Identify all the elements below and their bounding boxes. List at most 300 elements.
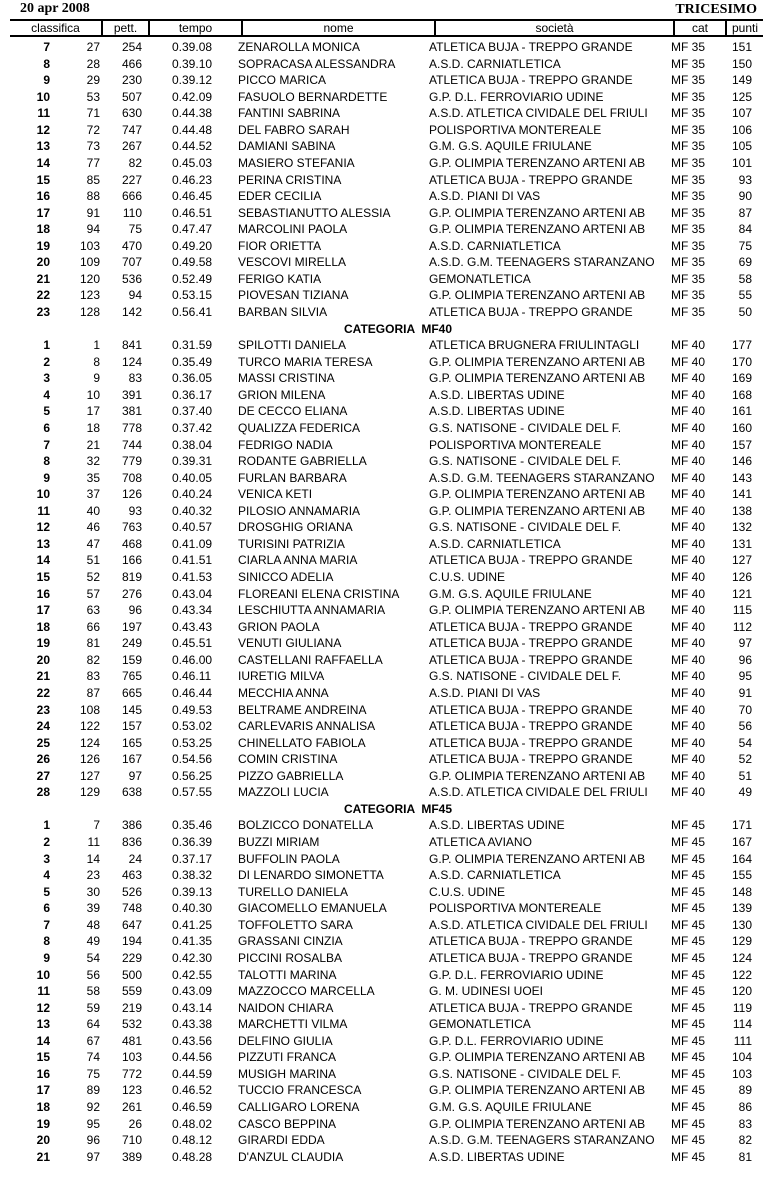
overall-position-cell: 109 [79,255,100,270]
rank-cell: 6 [43,901,50,916]
table-row [0,718,767,735]
bib-number-cell: 219 [121,1000,142,1015]
club-cell: POLISPORTIVA MONTEREALE [429,122,602,137]
bib-number-cell: 707 [121,255,142,270]
points-cell: 131 [731,536,752,551]
bib-number-cell: 93 [128,503,142,518]
rank-cell: 17 [36,205,50,220]
overall-position-cell: 94 [86,222,100,237]
points-cell: 127 [731,553,752,568]
bib-number-cell: 110 [122,205,142,220]
bib-number-cell: 526 [121,884,142,899]
category-cell: MF 35 [671,255,706,270]
club-cell: G.S. NATISONE - CIVIDALE DEL F. [429,454,622,469]
rank-cell: 22 [36,685,50,700]
table-row [0,1099,767,1116]
points-cell: 114 [732,1017,752,1032]
category-cell: MF 35 [671,106,706,121]
time-cell: 0.53.02 [172,719,213,734]
club-cell: POLISPORTIVA MONTEREALE [429,901,602,916]
time-cell: 0.40.24 [172,487,213,502]
table-row [0,188,767,205]
points-cell: 89 [738,1083,752,1098]
club-cell: G.P. OLIMPIA TERENZANO ARTENI AB [429,1050,646,1065]
athlete-name-cell: PIZZO GABRIELLA [238,768,344,783]
category-cell: MF 45 [671,950,706,965]
overall-position-cell: 29 [86,73,100,88]
bib-number-cell: 559 [121,984,142,999]
overall-position-cell: 40 [86,503,100,518]
club-cell: ATLETICA BRUGNERA FRIULINTAGLI [429,338,640,353]
bib-number-cell: 75 [128,222,142,237]
bib-number-cell: 748 [121,901,142,916]
bib-number-cell: 230 [121,73,142,88]
club-cell: G.P. OLIMPIA TERENZANO ARTENI AB [429,503,646,518]
points-cell: 91 [738,685,752,700]
points-cell: 95 [738,669,752,684]
points-cell: 149 [731,73,752,88]
time-cell: 0.31.59 [172,338,213,353]
bib-number-cell: 227 [121,172,142,187]
time-cell: 0.53.25 [172,735,213,750]
rank-cell: 13 [36,1017,50,1032]
points-cell: 141 [731,487,752,502]
overall-position-cell: 51 [86,553,100,568]
points-cell: 130 [731,917,752,932]
club-cell: A.S.D. CARNIATLETICA [429,238,561,253]
overall-position-cell: 72 [86,122,100,137]
bib-number-cell: 468 [121,536,142,551]
overall-position-cell: 127 [79,768,100,783]
table-row [0,851,767,868]
table-row [0,1000,767,1017]
table-row [0,1049,767,1066]
bib-number-cell: 500 [121,967,142,982]
bib-number-cell: 142 [121,305,142,319]
points-cell: 81 [738,1149,752,1164]
club-cell: A.S.D. ATLETICA CIVIDALE DEL FRIULI [429,106,648,121]
bib-number-cell: 841 [121,338,142,353]
rank-cell: 27 [36,768,50,783]
points-cell: 86 [738,1100,752,1114]
table-row [0,933,767,950]
page-header [0,0,767,18]
overall-position-cell: 96 [86,1133,100,1148]
overall-position-cell: 73 [86,139,100,154]
category-cell: MF 40 [671,404,706,419]
rank-cell: 2 [43,835,50,849]
category-cell: MF 35 [671,172,706,187]
club-cell: G.M. G.S. AQUILE FRIULANE [429,1100,592,1114]
time-cell: 0.46.52 [172,1083,213,1098]
time-cell: 0.40.05 [172,470,213,485]
points-cell: 160 [731,420,752,435]
overall-position-cell: 66 [86,619,100,634]
overall-position-cell: 11 [87,835,100,849]
athlete-name-cell: TURCO MARIA TERESA [238,354,373,369]
rank-cell: 20 [36,1133,50,1148]
overall-position-cell: 53 [86,89,100,104]
club-cell: A.S.D. CARNIATLETICA [429,536,561,551]
category-cell: MF 40 [671,652,706,667]
athlete-name-cell: GIRARDI EDDA [238,1133,325,1148]
athlete-name-cell: PICCINI ROSALBA [238,950,343,965]
points-cell: 83 [738,1116,752,1131]
time-cell: 0.39.13 [172,884,213,899]
athlete-name-cell: BUZZI MIRIAM [238,835,320,849]
time-cell: 0.43.14 [172,1000,213,1015]
overall-position-cell: 8 [93,354,100,369]
overall-position-cell: 95 [86,1116,100,1131]
points-cell: 150 [731,56,752,71]
rank-cell: 15 [36,172,50,187]
athlete-name-cell: PILOSIO ANNAMARIA [238,503,361,518]
time-cell: 0.52.49 [172,271,213,286]
header-tempo: tempo [150,21,241,35]
category-cell: MF 40 [671,437,706,452]
table-row [0,470,767,487]
rank-cell: 19 [36,636,50,651]
club-cell: G.P. OLIMPIA TERENZANO ARTENI AB [429,851,646,866]
athlete-name-cell: PICCO MARICA [238,73,327,88]
category-cell: MF 45 [671,1066,706,1081]
rank-cell: 25 [36,735,50,750]
points-cell: 157 [731,437,752,452]
category-heading [0,321,767,338]
table-row [0,784,767,801]
table-row [0,552,767,569]
athlete-name-cell: IURETIG MILVA [238,669,325,684]
overall-position-cell: 17 [86,404,100,419]
rank-cell: 9 [43,73,50,88]
rank-cell: 7 [43,917,50,932]
bib-number-cell: 463 [121,868,142,883]
time-cell: 0.46.44 [172,685,213,700]
club-cell: G.P. OLIMPIA TERENZANO ARTENI AB [429,487,646,502]
time-cell: 0.39.10 [172,56,213,71]
club-cell: ATLETICA BUJA - TREPPO GRANDE [429,950,633,965]
overall-position-cell: 75 [86,1066,100,1081]
rank-cell: 18 [36,222,50,237]
club-cell: GEMONATLETICA [429,271,531,286]
bib-number-cell: 744 [121,437,142,452]
category-cell: MF 40 [671,338,706,353]
overall-position-cell: 57 [86,586,100,601]
time-cell: 0.43.09 [172,984,213,999]
overall-position-cell: 123 [79,288,100,303]
points-cell: 69 [738,255,752,270]
club-cell: A.S.D. G.M. TEENAGERS STARANZANO [429,1133,655,1148]
category-heading [0,801,767,818]
category-cell: MF 35 [671,189,706,204]
overall-position-cell: 21 [86,437,100,452]
time-cell: 0.37.40 [172,404,213,419]
rank-cell: 6 [43,420,50,435]
category-cell: MF 45 [671,884,706,899]
club-cell: G.P. OLIMPIA TERENZANO ARTENI AB [429,288,646,303]
rank-cell: 7 [43,437,50,452]
bib-number-cell: 82 [128,155,142,170]
rank-cell: 18 [36,1100,50,1114]
athlete-name-cell: DI LENARDO SIMONETTA [238,868,384,883]
bib-number-cell: 747 [121,122,142,137]
category-cell: MF 40 [671,735,706,750]
time-cell: 0.41.53 [172,570,213,584]
points-cell: 96 [738,652,752,667]
overall-position-cell: 92 [86,1100,100,1114]
bib-number-cell: 536 [121,271,142,286]
bib-number-cell: 666 [121,189,142,204]
category-cell: MF 35 [671,40,706,54]
points-cell: 106 [731,122,752,137]
club-cell: A.S.D. LIBERTAS UDINE [429,1149,565,1164]
category-cell: MF 40 [671,702,706,717]
athlete-name-cell: SPILOTTI DANIELA [238,338,347,353]
rank-cell: 26 [36,752,50,767]
rank-cell: 17 [36,1083,50,1098]
time-cell: 0.39.08 [172,40,213,54]
overall-position-cell: 97 [86,1149,100,1164]
table-row [0,702,767,719]
club-cell: GEMONATLETICA [429,1017,531,1032]
points-cell: 122 [731,967,752,982]
time-cell: 0.44.52 [172,139,213,154]
table-row [0,387,767,404]
points-cell: 171 [731,818,752,833]
time-cell: 0.44.59 [172,1066,213,1081]
time-cell: 0.41.35 [172,934,213,949]
time-cell: 0.41.51 [172,553,213,568]
points-cell: 93 [738,172,752,187]
bib-number-cell: 157 [121,719,142,734]
athlete-name-cell: COMIN CRISTINA [238,752,338,767]
category-cell: MF 40 [671,685,706,700]
bib-number-cell: 772 [121,1066,142,1081]
athlete-name-cell: CHINELLATO FABIOLA [238,735,366,750]
athlete-name-cell: CALLIGARO LORENA [238,1100,360,1114]
rank-cell: 15 [36,1050,50,1065]
category-cell: MF 40 [671,553,706,568]
rank-cell: 19 [36,238,50,253]
time-cell: 0.46.23 [172,172,213,187]
time-cell: 0.49.53 [172,702,213,717]
club-cell: G.P. OLIMPIA TERENZANO ARTENI AB [429,1083,646,1098]
rank-cell: 14 [36,155,50,170]
club-cell: ATLETICA BUJA - TREPPO GRANDE [429,702,633,717]
athlete-name-cell: FANTINI SABRINA [238,106,341,121]
category-cell: MF 40 [671,636,706,651]
rank-cell: 10 [36,967,50,982]
club-cell: G.P. OLIMPIA TERENZANO ARTENI AB [429,205,646,220]
athlete-name-cell: MUSIGH MARINA [238,1066,337,1081]
header-classifica: classifica [10,21,101,35]
rank-cell: 1 [43,338,50,353]
rank-cell: 11 [37,984,50,999]
table-row [0,105,767,122]
club-cell: A.S.D. LIBERTAS UDINE [429,404,565,419]
bib-number-cell: 97 [128,768,142,783]
table-row [0,834,767,851]
athlete-name-cell: VENICA KETI [238,487,313,502]
rank-cell: 18 [36,619,50,634]
category-cell: MF 40 [671,785,706,800]
category-cell: MF 35 [671,122,706,137]
table-row [0,1149,767,1166]
athlete-name-cell: PIZZUTI FRANCA [238,1050,336,1065]
time-cell: 0.45.51 [172,636,213,651]
overall-position-cell: 39 [86,901,100,916]
points-cell: 107 [731,106,752,121]
time-cell: 0.49.58 [172,255,213,270]
time-cell: 0.38.32 [172,868,213,883]
rank-cell: 15 [36,570,50,584]
rank-cell: 10 [36,89,50,104]
club-cell: ATLETICA BUJA - TREPPO GRANDE [429,719,633,734]
time-cell: 0.46.51 [172,205,213,220]
athlete-name-cell: DAMIANI SABINA [238,139,336,154]
category-cell: MF 45 [671,917,706,932]
table-row [0,983,767,1000]
overall-position-cell: 64 [86,1017,100,1032]
rank-cell: 24 [36,719,50,734]
bib-number-cell: 470 [121,238,142,253]
bib-number-cell: 386 [121,818,142,833]
rank-cell: 12 [36,122,50,137]
athlete-name-cell: MASIERO STEFANIA [238,155,355,170]
table-row [0,420,767,437]
table-row [0,751,767,768]
club-cell: G.S. NATISONE - CIVIDALE DEL F. [429,520,622,535]
time-cell: 0.36.17 [172,387,213,402]
table-row [0,817,767,834]
points-cell: 82 [738,1133,752,1148]
club-cell: POLISPORTIVA MONTEREALE [429,437,602,452]
table-row [0,287,767,304]
category-cell: MF 45 [671,1116,706,1131]
results-table-body [0,39,767,1165]
overall-position-cell: 63 [86,603,100,618]
rank-cell: 12 [36,1000,50,1015]
bib-number-cell: 389 [121,1149,142,1164]
athlete-name-cell: CASCO BEPPINA [238,1116,337,1131]
bib-number-cell: 507 [121,89,142,104]
table-row [0,884,767,901]
points-cell: 170 [731,354,752,369]
table-row [0,56,767,73]
athlete-name-cell: ZENAROLLA MONICA [238,40,361,54]
athlete-name-cell: MECCHIA ANNA [238,685,329,700]
club-cell: ATLETICA BUJA - TREPPO GRANDE [429,636,633,651]
category-cell: MF 45 [671,984,706,999]
category-cell: MF 40 [671,387,706,402]
bib-number-cell: 166 [121,553,142,568]
rank-cell: 5 [43,884,50,899]
time-cell: 0.43.04 [172,586,213,601]
category-cell: MF 45 [671,967,706,982]
rank-cell: 1 [43,818,50,833]
table-row [0,668,767,685]
points-cell: 101 [731,155,752,170]
bib-number-cell: 261 [121,1100,142,1114]
category-cell: MF 40 [671,454,706,469]
category-cell: MF 40 [671,487,706,502]
rank-cell: 11 [37,503,50,518]
athlete-name-cell: MARCOLINI PAOLA [238,222,348,237]
table-row [0,917,767,934]
club-cell: ATLETICA BUJA - TREPPO GRANDE [429,652,633,667]
rank-cell: 9 [43,470,50,485]
overall-position-cell: 122 [79,719,100,734]
points-cell: 55 [738,288,752,303]
overall-position-cell: 82 [86,652,100,667]
rank-cell: 13 [36,139,50,154]
athlete-name-cell: GRION PAOLA [238,619,320,634]
athlete-name-cell: SINICCO ADELIA [238,570,334,584]
table-row [0,652,767,669]
table-row [0,39,767,56]
table-row [0,950,767,967]
category-cell: MF 45 [671,1033,706,1048]
category-cell: MF 45 [671,818,706,833]
points-cell: 121 [731,586,752,601]
overall-position-cell: 129 [79,785,100,800]
bib-number-cell: 126 [121,487,142,502]
table-row [0,271,767,288]
rank-cell: 2 [43,354,50,369]
athlete-name-cell: FLOREANI ELENA CRISTINA [238,586,400,601]
time-cell: 0.40.30 [172,901,213,916]
club-cell: A.S.D. LIBERTAS UDINE [429,818,565,833]
club-cell: A.S.D. ATLETICA CIVIDALE DEL FRIULI [429,917,648,932]
overall-position-cell: 46 [86,520,100,535]
bib-number-cell: 778 [121,420,142,435]
table-row [0,519,767,536]
points-cell: 139 [731,901,752,916]
points-cell: 51 [738,768,752,783]
bib-number-cell: 276 [121,586,142,601]
category-cell: MF 40 [671,603,706,618]
time-cell: 0.36.39 [172,835,213,849]
bib-number-cell: 710 [121,1133,142,1148]
time-cell: 0.43.38 [172,1017,213,1032]
overall-position-cell: 28 [86,56,100,71]
time-cell: 0.56.41 [172,305,213,319]
club-cell: G.P. OLIMPIA TERENZANO ARTENI AB [429,222,646,237]
points-cell: 111 [733,1033,752,1048]
table-row [0,437,767,454]
athlete-name-cell: BUFFOLIN PAOLA [238,851,340,866]
points-cell: 103 [731,1066,752,1081]
rank-cell: 21 [36,669,50,684]
time-cell: 0.42.09 [172,89,213,104]
bib-number-cell: 836 [121,835,142,849]
bib-number-cell: 194 [121,934,142,949]
overall-position-cell: 83 [86,669,100,684]
rank-cell: 23 [36,305,50,319]
overall-position-cell: 103 [79,238,100,253]
club-cell: A.S.D. G.M. TEENAGERS STARANZANO [429,255,655,270]
overall-position-cell: 87 [86,685,100,700]
rank-cell: 5 [43,404,50,419]
athlete-name-cell: RODANTE GABRIELLA [238,454,367,469]
points-cell: 87 [738,205,752,220]
athlete-name-cell: DEL FABRO SARAH [238,122,350,137]
category-cell: MF 40 [671,536,706,551]
rank-cell: 13 [36,536,50,551]
bib-number-cell: 665 [121,685,142,700]
points-cell: 105 [731,139,752,154]
overall-position-cell: 58 [86,984,100,999]
